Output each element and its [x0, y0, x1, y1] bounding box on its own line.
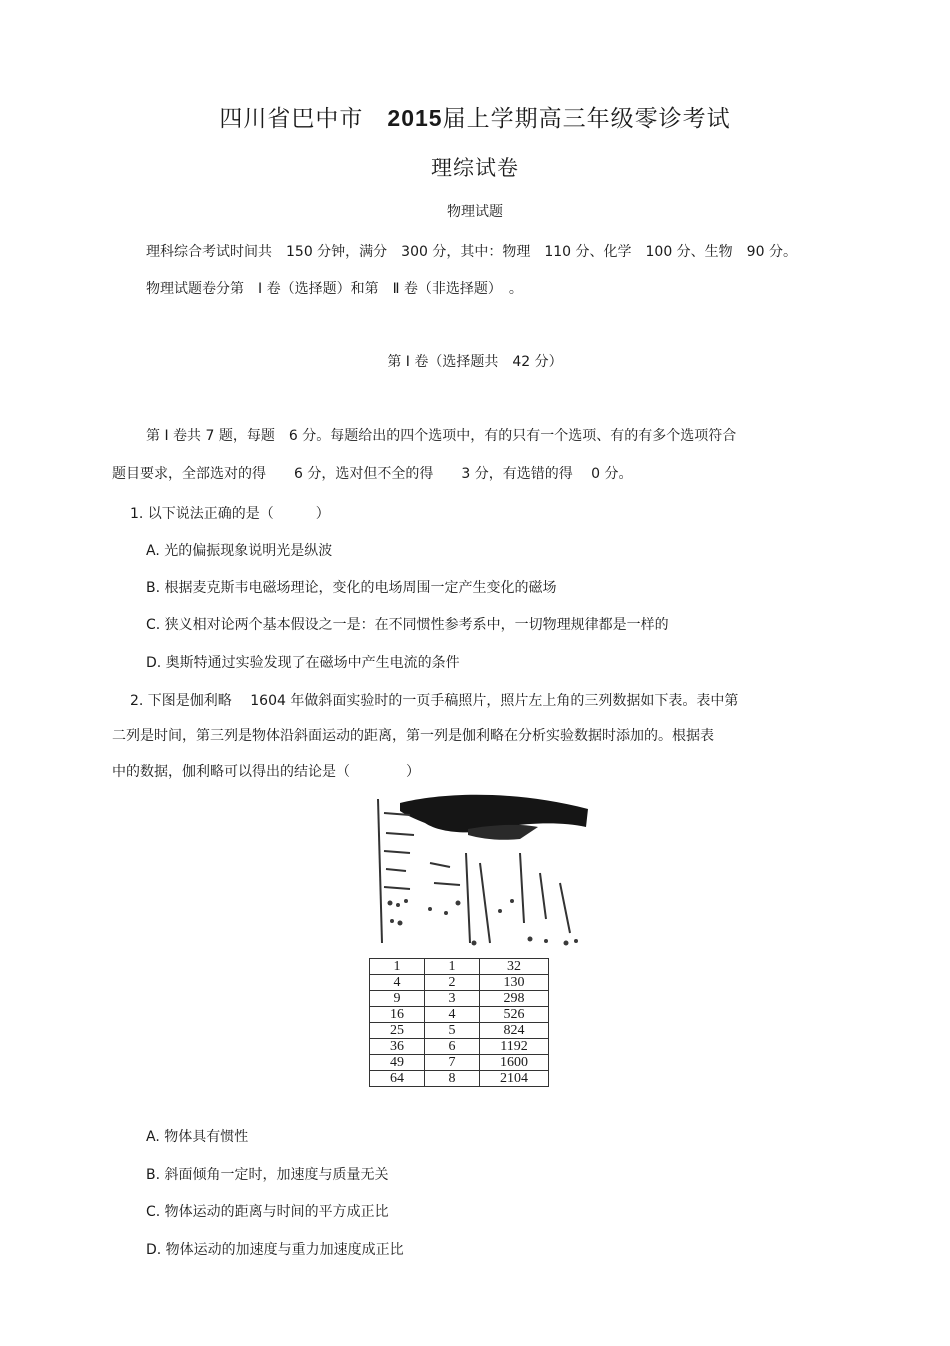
intro-line-2: 物理试题卷分第 Ⅰ 卷（选择题）和第 Ⅱ 卷（非选择题） 。: [146, 281, 523, 297]
table-cell: 4: [425, 1007, 480, 1023]
table-cell: 1192: [480, 1039, 549, 1055]
title-prefix: 四川省巴中市: [219, 106, 364, 132]
question-2-option-c: C. 物体运动的距离与时间的平方成正比: [146, 1204, 389, 1220]
table-cell: 130: [480, 975, 549, 991]
table-row: [370, 975, 549, 991]
table-row: [370, 991, 549, 1007]
table-cell: 526: [480, 1007, 549, 1023]
manuscript-photo: [370, 793, 592, 953]
table-cell: 5: [425, 1023, 480, 1039]
table-cell: 32: [480, 959, 549, 975]
table-cell: 3: [425, 991, 480, 1007]
title-year: 2015: [387, 105, 443, 131]
table-row: [370, 1023, 549, 1039]
question-1-option-b: B. 根据麦克斯韦电磁场理论，变化的电场周围一定产生变化的磁场: [146, 580, 557, 596]
table-cell: 16: [370, 1007, 425, 1023]
table-cell: 64: [370, 1071, 425, 1087]
question-2-option-a: A. 物体具有惯性: [146, 1129, 249, 1145]
table-cell: 25: [370, 1023, 425, 1039]
question-2-option-d: D. 物体运动的加速度与重力加速度成正比: [146, 1242, 404, 1258]
question-2-option-b: B. 斜面倾角一定时，加速度与质量无关: [146, 1167, 389, 1183]
section-name: 物理试题: [447, 204, 503, 220]
table-cell: 298: [480, 991, 549, 1007]
table-cell: 36: [370, 1039, 425, 1055]
table-cell: 2104: [480, 1071, 549, 1087]
table-cell: 1600: [480, 1055, 549, 1071]
question-2-stem-line-3: 中的数据，伽利略可以得出的结论是（ ）: [112, 764, 420, 780]
question-1-option-c: C. 狭义相对论两个基本假设之一是：在不同惯性参考系中，一切物理规律都是一样的: [146, 617, 669, 633]
table-cell: 4: [370, 975, 425, 991]
instructions-line-2: 题目要求，全部选对的得 6 分，选对但不全的得 3 分，有选错的得 0 分。: [112, 466, 633, 482]
question-1-option-a: A. 光的偏振现象说明光是纵波: [146, 543, 333, 559]
data-table: [369, 958, 549, 1087]
question-1-stem: 1. 以下说法正确的是（ ）: [130, 506, 330, 522]
table-cell: 9: [370, 991, 425, 1007]
table-cell: 2: [425, 975, 480, 991]
intro-line-1: 理科综合考试时间共 150 分钟，满分 300 分，其中：物理 110 分、化学 100 分、生物 90 分。: [146, 244, 797, 260]
table-row: [370, 1055, 549, 1071]
instructions-line-1: 第 Ⅰ 卷共 7 题，每题 6 分。每题给出的四个选项中，有的只有一个选项、有的有多个选项符合: [146, 428, 737, 444]
page-subtitle: 理综试卷: [431, 156, 519, 180]
question-2-stem-line-1: 2. 下图是伽利略 1604 年做斜面实验时的一页手稿照片，照片左上角的三列数据如下表。表中第: [130, 693, 739, 709]
title-suffix: 届上学期高三年级零诊考试: [442, 106, 731, 132]
table-cell: 824: [480, 1023, 549, 1039]
question-1-option-d: D. 奥斯特通过实验发现了在磁场中产生电流的条件: [146, 655, 460, 671]
table-cell: 49: [370, 1055, 425, 1071]
table-row: [370, 1071, 549, 1087]
table-cell: 8: [425, 1071, 480, 1087]
table-cell: 7: [425, 1055, 480, 1071]
question-2-stem-line-2: 二列是时间，第三列是物体沿斜面运动的距离，第一列是伽利略在分析实验数据时添加的。根据表: [112, 728, 714, 744]
table-cell: 1: [425, 959, 480, 975]
table-row: [370, 959, 549, 975]
table-cell: 1: [370, 959, 425, 975]
table-cell: 6: [425, 1039, 480, 1055]
table-row: [370, 1039, 549, 1055]
page-title: [0, 100, 950, 133]
table-row: [370, 1007, 549, 1023]
part-title: 第 Ⅰ 卷（选择题共 42 分）: [387, 354, 563, 370]
